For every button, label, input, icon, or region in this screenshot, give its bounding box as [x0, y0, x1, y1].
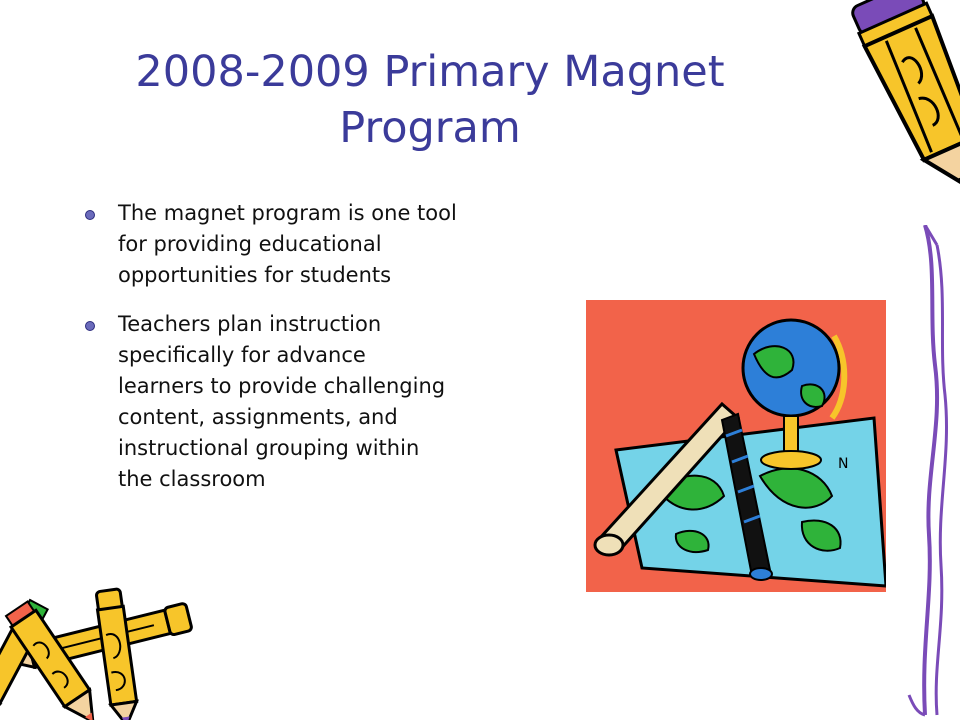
- bullet-1-line-1: The magnet program is one tool: [118, 201, 457, 225]
- bullet-2-line-3: learners to provide challenging: [118, 374, 446, 398]
- bullet-list: [78, 198, 598, 513]
- pencils-icon: [0, 572, 200, 720]
- globe-map-telescope-icon: [586, 300, 886, 592]
- bullet-2-line-6: the classroom: [118, 467, 266, 491]
- slide-title-line-2: Program: [339, 103, 521, 153]
- bullet-item-magnet-tool: [78, 198, 598, 291]
- bullet-2-line-5: instructional grouping within: [118, 436, 420, 460]
- slide-title: [60, 44, 800, 156]
- pencil-icon: [895, 225, 955, 720]
- bullet-2-line-2: specifically for advance: [118, 343, 366, 367]
- bullet-dot-icon: [85, 210, 95, 220]
- slide-title-line-1: 2008-2009 Primary Magnet: [135, 47, 725, 97]
- map-north-label: N: [838, 456, 849, 472]
- bullet-1-line-3: opportunities for students: [118, 263, 392, 287]
- bullet-item-teachers-plan: [78, 309, 598, 495]
- bullet-dot-icon: [85, 321, 95, 331]
- bullet-1-line-2: for providing educational: [118, 232, 382, 256]
- bullet-2-line-4: content, assignments, and: [118, 405, 398, 429]
- bullet-2-line-1: Teachers plan instruction: [118, 312, 382, 336]
- pencil-icon: [790, 0, 960, 230]
